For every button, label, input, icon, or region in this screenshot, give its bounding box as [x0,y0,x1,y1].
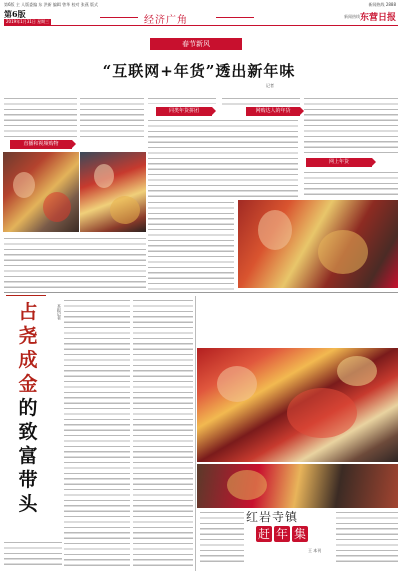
goods-shape [227,470,267,500]
article-column-3a [148,96,216,104]
section-divider [4,292,398,293]
figure-shape [13,172,35,198]
page-number: 第6版 [4,9,26,19]
paper-hotline: 新闻热线 [344,14,360,19]
fair-photo-main [197,348,398,462]
title-char: 占 [18,301,38,323]
section-rule-right [216,17,254,18]
fair-seal [256,526,310,542]
article-column-3c [148,200,234,290]
title-char: 成 [18,349,38,371]
subhead-2: 同类年货拼团 [156,107,212,116]
seal-char: 赶 [257,527,270,541]
title-char: 金 [18,373,38,395]
side-feature-title [6,300,50,516]
section-name: 经济广角 [144,15,188,26]
market-photo-1 [3,152,79,232]
side-article-column-2 [133,298,193,568]
fair-title: 红岩寺镇 [246,510,299,524]
lantern-shape [287,388,357,438]
article-column-1b [4,236,146,288]
article-column-5b [304,170,398,198]
feature-kicker: 春节新风 [150,38,242,50]
goods-shape [110,196,140,224]
title-char: 尧 [18,325,38,347]
seal-char: 集 [293,527,306,541]
title-char: 带 [18,469,38,491]
seal-char: 年 [275,527,288,541]
figure-shape [258,210,292,250]
goods-shape [43,192,71,222]
article-column-1a [4,96,77,138]
feature-byline: 记者 [266,83,274,88]
fair-title-box [246,508,334,562]
article-column-5a [304,96,398,156]
goods-shape [337,356,377,386]
top-left-info: 第6版 主 人版委编 东 洪新 编辑 曾华 校对 张燕 版式 [4,2,98,7]
fair-article-column-2 [336,510,398,564]
title-char: 致 [18,421,38,443]
title-char: 头 [18,493,38,515]
figure-shape [217,366,257,402]
column-divider [195,296,196,571]
subhead-1: 直播和视频购物 [10,140,72,149]
market-photo-3 [238,200,398,288]
paper-logo: 东营日报 [359,13,396,23]
article-column-3b [148,118,298,198]
date-tag: 2019年1月31日 星期三 [6,19,50,24]
title-char: 的 [18,397,38,419]
side-feature-byline: 本报记者 [57,304,62,320]
subhead-3: 网购达人的年货 [246,107,300,116]
fair-article-column-1 [200,510,244,564]
goods-shape [318,230,368,274]
figure-shape [94,164,114,188]
top-right-info: 新闻热线 2888 [368,2,396,7]
subhead-4: 网上年货 [306,158,372,167]
title-char: 富 [18,445,38,467]
side-article-column-0 [4,540,62,568]
side-article-column-1 [64,298,130,568]
side-feature-rule [6,295,46,296]
section-rule-left [100,17,138,18]
page-header [4,8,398,26]
fair-byline: 王 本刊 [308,548,322,553]
fair-photo-strip [197,464,398,508]
article-column-2a [80,96,144,138]
market-photo-2 [80,152,146,232]
feature-headline: “互联网+年货”透出新年味 [102,62,296,80]
